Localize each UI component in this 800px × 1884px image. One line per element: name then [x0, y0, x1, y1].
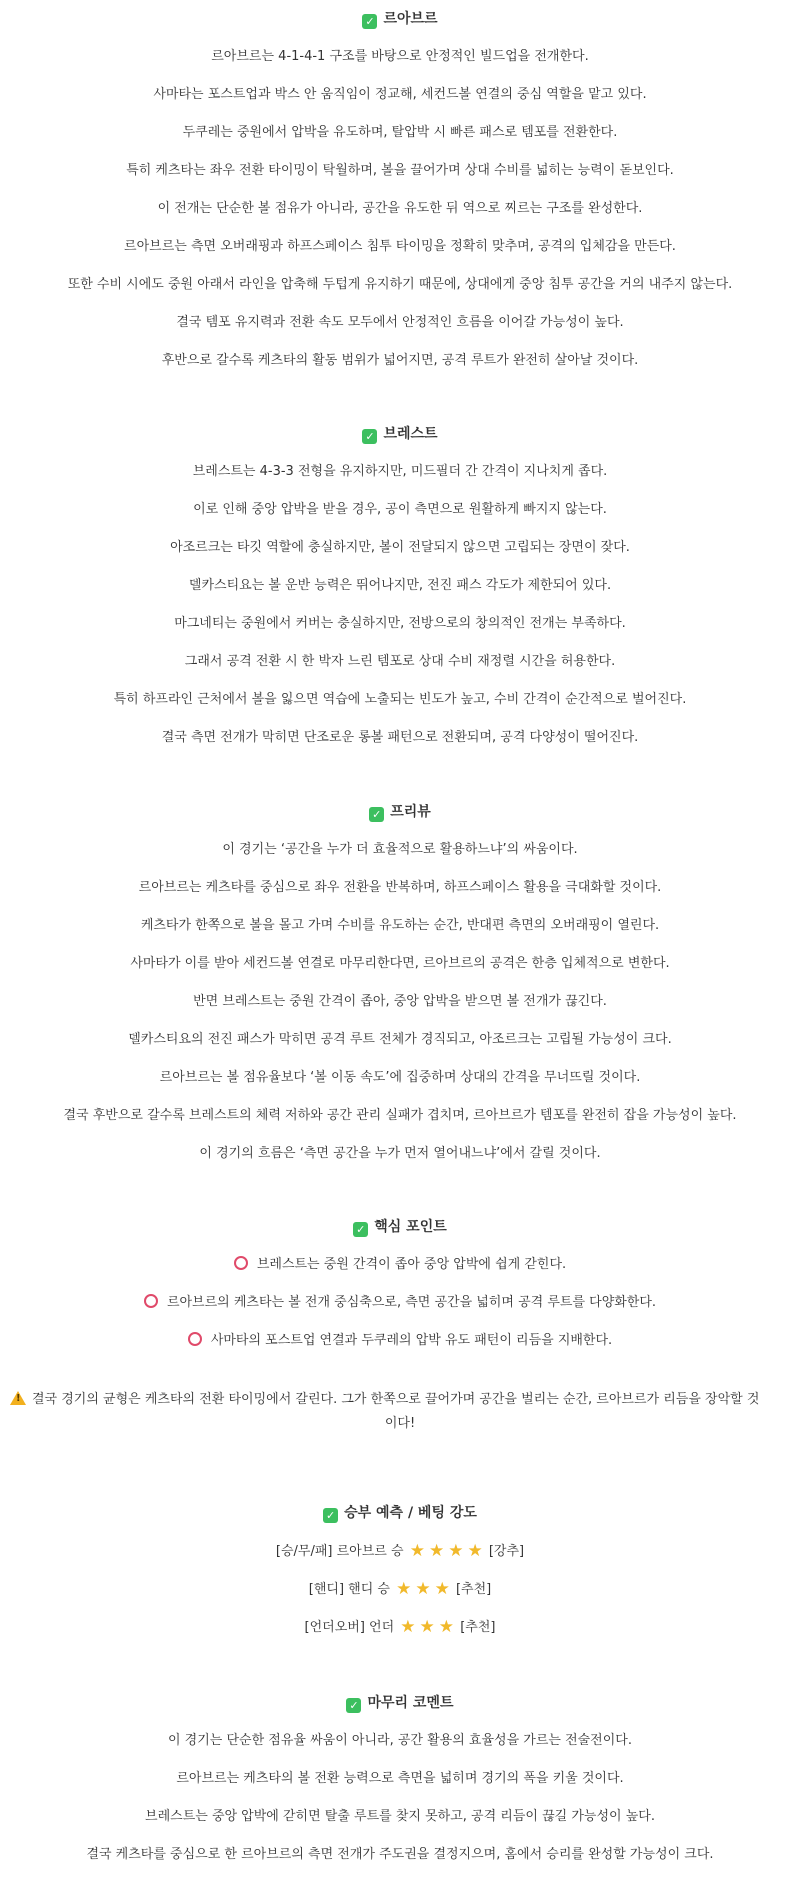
- star-icon: ★: [419, 1617, 435, 1637]
- check-box-icon: ✓: [353, 1222, 368, 1237]
- paragraph-line: 그래서 공격 전환 시 한 박자 느린 템포로 상대 수비 재정렬 시간을 허용한다.: [184, 654, 616, 669]
- section-keypoints: [0, 1208, 800, 1360]
- section-brest: [0, 415, 800, 757]
- paragraph-line: 결국 케츠타를 중심으로 한 르아브르의 측면 전개가 주도권을 결정지으며, 홈에서 승리를 완성할 가능성이 크다.: [86, 1847, 714, 1862]
- star-icon: ★: [409, 1541, 425, 1561]
- red-circle-icon: [188, 1332, 202, 1346]
- paragraph-line: 르아브르는 케츠타를 중심으로 좌우 전환을 반복하며, 하프스페이스 활용을 극대화할 것이다.: [138, 880, 662, 895]
- warning-text: 결국 경기의 균형은 케츠타의 전환 타이밍에서 갈린다. 그가 한쪽으로 끌어가며 공간을 벌리는 순간, 르아브르가 리듬을 장악할 것: [32, 1392, 760, 1407]
- check-box-icon: ✓: [362, 429, 377, 444]
- section-keypoints-title: [0, 1208, 800, 1246]
- paragraph-line: 특히 케츠타는 좌우 전환 타이밍이 탁월하며, 볼을 끌어가며 상대 수비를 넓히는 능력이 돋보인다.: [126, 163, 674, 178]
- paragraph-line: 또한 수비 시에도 중원 아래서 라인을 압축해 두텁게 유지하기 때문에, 상대에게 중앙 침투 공간을 거의 내주지 않는다.: [67, 277, 733, 292]
- prediction-label: [승/무/패] 르아브르 승: [275, 1544, 404, 1559]
- check-box-icon: ✓: [369, 807, 384, 822]
- prediction-tag: [추천]: [455, 1582, 492, 1597]
- warning-callout: [0, 1388, 800, 1436]
- section-prediction: [0, 1494, 800, 1646]
- star-icon: ★: [448, 1541, 464, 1561]
- star-icon: ★: [434, 1579, 450, 1599]
- check-box-icon: ✓: [346, 1698, 361, 1713]
- star-icon: ★: [428, 1541, 445, 1561]
- paragraph-line: 르아브르는 케츠타의 볼 전환 능력으로 측면을 넓히며 경기의 폭을 키울 것이다.: [176, 1771, 624, 1786]
- paragraph-line: 르아브르는 볼 점유율보다 ‘볼 이동 속도’에 집중하며 상대의 간격을 무너뜨릴 것이다.: [159, 1070, 641, 1085]
- paragraph-line: 델카스티요의 전진 패스가 막히면 공격 루트 전체가 경직되고, 아조르크는 고립될 가능성이 크다.: [128, 1032, 672, 1047]
- star-icon: ★: [415, 1579, 431, 1599]
- star-icon: ★: [400, 1617, 416, 1637]
- paragraph-line: 두쿠레는 중원에서 압박을 유도하며, 탈압박 시 빠른 패스로 템포를 전환한다.: [182, 125, 618, 140]
- section-closing-title: [0, 1684, 800, 1722]
- section-preview-title: [0, 793, 800, 831]
- check-box-icon: ✓: [323, 1508, 338, 1523]
- paragraph-line: 반면 브레스트는 중원 간격이 좁아, 중앙 압박을 받으면 볼 전개가 끊긴다.: [193, 994, 607, 1009]
- paragraph-line: 이 경기는 단순한 점유율 싸움이 아니라, 공간 활용의 효율성을 가르는 전술전이다.: [167, 1733, 632, 1748]
- prediction-row: [0, 1570, 800, 1608]
- red-circle-icon: [144, 1294, 158, 1308]
- keypoint-text: 사마타의 포스트업 연결과 두쿠레의 압박 유도 패턴이 리듬을 지배한다.: [210, 1333, 613, 1348]
- paragraph-line: 특히 하프라인 근처에서 볼을 잃으면 역습에 노출되는 빈도가 높고, 수비 간격이 순간적으로 벌어진다.: [113, 692, 687, 707]
- prediction-row: [0, 1608, 800, 1646]
- section-title-text: 승부 예측 / 베팅 강도: [344, 1505, 477, 1521]
- paragraph-line: 이 경기는 ‘공간을 누가 더 효율적으로 활용하느냐’의 싸움이다.: [222, 842, 578, 857]
- keypoint-text: 브레스트는 중원 간격이 좁아 중앙 압박에 쉽게 갇힌다.: [256, 1257, 567, 1272]
- paragraph-line: 사마타는 포스트업과 박스 안 움직임이 정교해, 세컨드볼 연결의 중심 역할을 맡고 있다.: [153, 87, 647, 102]
- paragraph-line: 결국 후반으로 갈수록 브레스트의 체력 저하와 공간 관리 실패가 겹치며, 르아브르가 템포를 완전히 잡을 가능성이 높다.: [63, 1108, 737, 1123]
- star-icon: ★: [396, 1579, 412, 1599]
- paragraph-line: 브레스트는 4-3-3 전형을 유지하지만, 미드필더 간 간격이 지나치게 좁다.: [192, 464, 608, 479]
- paragraph-line: 사마타가 이를 받아 세컨드볼 연결로 마무리한다면, 르아브르의 공격은 한층 입체적으로 변한다.: [130, 956, 670, 971]
- section-title-text: 핵심 포인트: [374, 1219, 447, 1235]
- paragraph-line: 이 경기의 흐름은 ‘측면 공간을 누가 먼저 열어내느냐’에서 갈릴 것이다.: [199, 1146, 601, 1161]
- paragraph-line: 아조르크는 타깃 역할에 충실하지만, 볼이 전달되지 않으면 고립되는 장면이 잦다.: [170, 540, 630, 555]
- check-box-icon: ✓: [362, 14, 377, 29]
- paragraph-line: 이 전개는 단순한 볼 점유가 아니라, 공간을 유도한 뒤 역으로 찌르는 구조를 완성한다.: [157, 201, 643, 216]
- section-prediction-title: [0, 1494, 800, 1532]
- warning-line-2: 이다!: [384, 1416, 416, 1431]
- star-icon: ★: [467, 1541, 483, 1561]
- keypoint-item: [0, 1284, 800, 1322]
- paragraph-line: 후반으로 갈수록 케츠타의 활동 범위가 넓어지면, 공격 루트가 완전히 살아날 것이다.: [161, 353, 639, 368]
- prediction-label: [언더오버] 언더: [304, 1620, 395, 1635]
- prediction-label: [핸디] 핸디 승: [308, 1582, 390, 1597]
- section-title-text: 마무리 코멘트: [367, 1695, 454, 1711]
- section-brest-title: [0, 415, 800, 453]
- warning-line-1: [0, 1388, 800, 1412]
- section-lehavre-title: [0, 0, 800, 38]
- star-icon: ★: [438, 1617, 455, 1637]
- paragraph-line: 르아브르는 4-1-4-1 구조를 바탕으로 안정적인 빌드업을 전개한다.: [211, 49, 589, 64]
- prediction-tag: [추천]: [460, 1620, 496, 1635]
- paragraph-line: 델카스티요는 볼 운반 능력은 뛰어나지만, 전진 패스 각도가 제한되어 있다.: [188, 578, 612, 593]
- keypoint-item: [0, 1246, 800, 1284]
- section-preview: [0, 793, 800, 1173]
- section-title-text: 르아브르: [383, 11, 438, 27]
- prediction-row: [0, 1532, 800, 1570]
- section-lehavre: [0, 0, 800, 380]
- paragraph-line: 결국 템포 유지력과 전환 속도 모두에서 안정적인 흐름을 이어갈 가능성이 높다.: [176, 315, 624, 330]
- prediction-tag: [강추]: [488, 1544, 525, 1559]
- paragraph-line: 결국 측면 전개가 막히면 단조로운 롱볼 패턴으로 전환되며, 공격 다양성이 떨어진다.: [161, 730, 639, 745]
- keypoint-item: [0, 1322, 800, 1360]
- paragraph-line: 마그네티는 중원에서 커버는 충실하지만, 전방으로의 창의적인 전개는 부족하다.: [174, 616, 626, 631]
- section-title-text: 브레스트: [383, 426, 438, 442]
- keypoint-text: 르아브르의 케츠타는 볼 전개 중심축으로, 측면 공간을 넓히며 공격 루트를 다양화한다.: [166, 1295, 657, 1310]
- paragraph-line: 르아브르는 측면 오버래핑과 하프스페이스 침투 타이밍을 정확히 맞추며, 공격의 입체감을 만든다.: [124, 239, 676, 254]
- section-title-text: 프리뷰: [390, 804, 431, 820]
- warning-icon: [10, 1391, 26, 1405]
- paragraph-line: 브레스트는 중앙 압박에 갇히면 탈출 루트를 찾지 못하고, 공격 리듬이 끊길 가능성이 높다.: [145, 1809, 655, 1824]
- paragraph-line: 이로 인해 중앙 압박을 받을 경우, 공이 측면으로 원활하게 빠지지 않는다.: [193, 502, 607, 517]
- section-closing: [0, 1684, 800, 1874]
- red-circle-icon: [234, 1256, 248, 1270]
- paragraph-line: 케츠타가 한쪽으로 볼을 몰고 가며 수비를 유도하는 순간, 반대편 측면의 오버래핑이 열린다.: [140, 918, 660, 933]
